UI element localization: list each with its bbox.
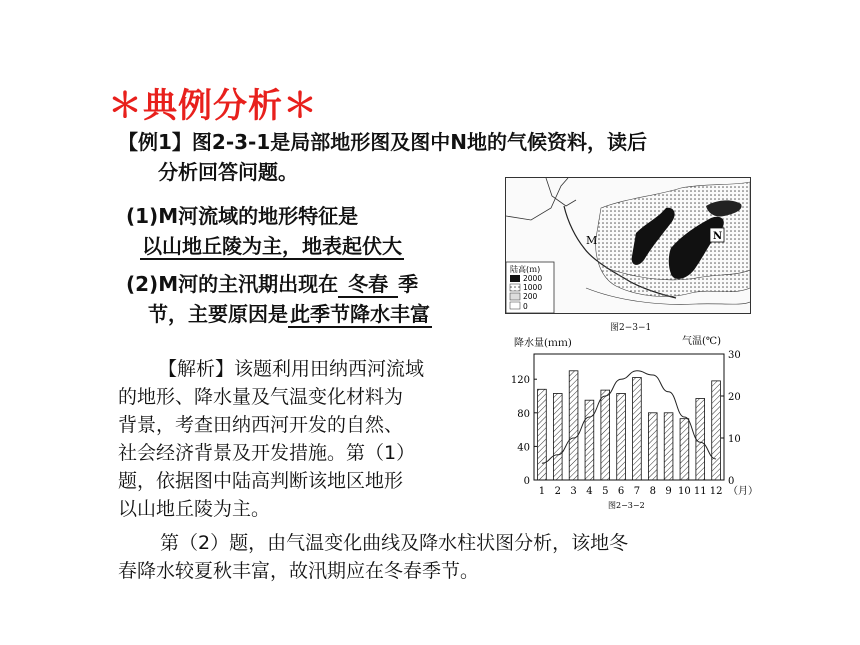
legend-swatch-2000 [510,275,520,282]
star-left: ＊ [108,86,143,126]
analysis-line1: 【解析】该题利用田纳西河流域 [158,358,425,380]
question-2-suffix: 季 [398,272,419,296]
legend-label-2000: 2000 [523,274,543,283]
x-tick-label-10: 10 [678,486,691,497]
heading-text: 典例分析 [143,86,283,126]
chart-ylabel-right: 气温(℃) [682,336,721,347]
precip-bar-2 [553,393,562,480]
question-2-line2 [148,298,432,330]
x-tick-label-5: 5 [602,486,609,497]
precip-bar-5 [601,390,610,480]
legend-label-0: 0 [523,302,528,311]
example-line2: 分析回答问题。 [158,160,298,184]
x-tick-label-2: 2 [554,486,561,497]
precip-bar-6 [617,393,626,480]
analysis-line3: 背景，考查田纳西河开发的自然、 [118,414,404,436]
legend-label-1000: 1000 [523,283,543,292]
precip-bar-10 [680,419,689,480]
border-line [506,178,568,220]
precip-bar-7 [633,378,642,480]
question-1-answer: 以山地丘陵为主，地表起伏大 [142,234,402,258]
precip-bar-3 [569,371,578,480]
left-tick-label-80: 80 [517,408,530,420]
legend-swatch-200 [510,293,520,300]
example-text: 图2-3-1是局部地形图及图中N地的气候资料，读后 [191,130,648,154]
analysis-line6: 以山地丘陵为主。 [118,498,271,520]
example-tag: 【例1】 [118,130,192,154]
question-1-answer-line [140,230,404,262]
right-tick-label-10: 10 [728,434,741,445]
legend-swatch-0 [510,302,520,309]
precip-bar-8 [648,413,657,480]
x-tick-label-3: 3 [570,486,577,497]
terrain-map-drawing [506,178,750,313]
left-tick-label-120: 120 [510,375,530,387]
chart-ylabel-left: 降水量(ｍｍ) [514,338,572,349]
map-caption: 图2−3−1 [610,323,652,333]
precip-bar-4 [585,400,594,480]
precip-bar-1 [538,389,547,480]
x-tick-label-7: 7 [633,486,641,497]
legend-label-200: 200 [523,292,538,301]
x-tick-label-1: 1 [538,486,546,497]
right-tick-label-0: 0 [728,476,735,487]
x-tick-label-11: 11 [693,486,707,497]
chart-x-unit: （月） [728,486,758,497]
terrain-map [505,177,751,314]
x-tick-label-12: 12 [709,486,723,497]
x-tick-label-9: 9 [665,486,672,497]
precip-bar-11 [696,399,705,480]
highland-zone [596,182,750,297]
analysis-line4: 社会经济背景及开发措施。第（1） [118,442,416,464]
question-2-line1 [126,268,418,300]
analysis-line2: 的地形、降水量及气温变化材料为 [118,386,404,408]
section-heading [108,78,318,127]
legend-title: 陆高(ｍ) [510,265,541,274]
precip-bar-12 [712,381,721,480]
precip-bar-9 [664,413,673,480]
x-tick-label-4: 4 [586,486,593,497]
question-2-line2-prefix: 节，主要原因是 [148,302,288,326]
example-line1 [118,126,647,158]
question-2-season: 冬春 [338,272,398,298]
x-tick-label-8: 8 [649,486,656,497]
legend-swatch-1000 [510,284,520,291]
question-2-prefix: (2)M河的主汛期出现在 [126,272,339,296]
analysis-line8: 春降水较夏秋丰富，故汛期应在冬春季节。 [118,560,480,582]
left-tick-label-40: 40 [517,442,530,454]
right-tick-label-20: 20 [728,392,741,403]
analysis-line5: 题，依据图中陆高判断该地区地形 [118,470,404,492]
star-right: ＊ [283,86,318,126]
question-1-prompt: (1)M河流域的地形特征是 [126,204,359,228]
map-label-m: M [586,234,598,247]
map-label-n: N [713,231,723,242]
analysis-line7: 第（2）题，由气温变化曲线及降水柱状图分析，该地冬 [160,532,629,554]
x-tick-label-6: 6 [617,486,625,497]
left-tick-label-0: 0 [523,476,530,487]
chart-caption: 图2−3−2 [608,501,645,510]
border-line-2 [546,178,576,206]
question-2-reason: 此季节降水丰富 [290,302,430,326]
climate-chart [500,332,772,512]
right-tick-label-30: 30 [728,350,741,361]
